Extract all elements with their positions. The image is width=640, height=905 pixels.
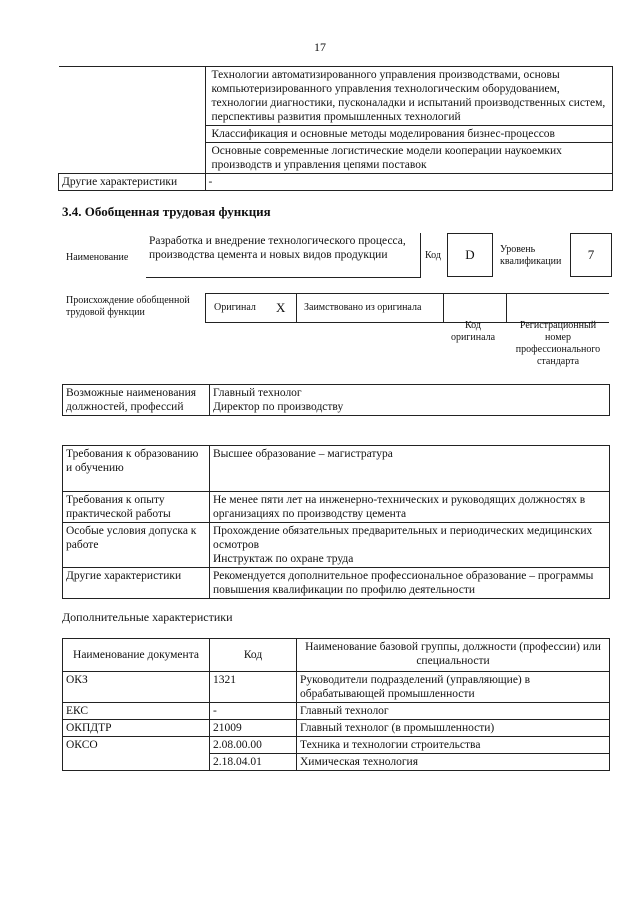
req-label: Особые условия допуска к работе [63, 523, 210, 568]
req-value: Не менее пяти лет на инженерно-технических и руководящих должностях в организациях по производству цемента [210, 492, 610, 523]
code-cell: 2.18.04.01 [210, 754, 297, 771]
code-caption: Код оригинала [450, 320, 496, 343]
borrowed-label: Заимствовано из оригинала [304, 302, 422, 313]
name-cell: Главный технолог (в промышленности) [297, 720, 610, 737]
additional-table [62, 638, 610, 771]
knowledge-table [58, 66, 613, 191]
name-cell: Главный технолог [297, 703, 610, 720]
name-value: Разработка и внедрение технологического процесса, производства цемента и новых видов продукции [146, 233, 421, 278]
positions-label: Возможные наименования должностей, профессий [63, 385, 210, 416]
code-cell: 21009 [210, 720, 297, 737]
header-cell: Наименование базовой группы, должности (профессии) или специальности [297, 639, 610, 672]
section-title: 3.4. Обобщенная трудовая функция [62, 204, 271, 219]
req-line: Инструктаж по охране труда [213, 553, 354, 565]
doc-cell: ЕКС [63, 703, 210, 720]
req-value: Высшее образование – магистратура [210, 446, 610, 492]
req-label: Требования к опыту практической работы [63, 492, 210, 523]
positions-table [62, 384, 610, 416]
req-value: Рекомендуется дополнительное профессиональное образование – программы повышения квалификации по профилю деятельности [210, 568, 610, 599]
divider [506, 294, 507, 322]
origin-box [205, 293, 609, 323]
req-label: Другие характеристики [63, 568, 210, 599]
code-cell: - [210, 703, 297, 720]
requirements-table [62, 445, 610, 599]
doc-cell: ОКПДТР [63, 720, 210, 737]
header-cell: Наименование документа [63, 639, 210, 672]
knowledge-row: Классификация и основные методы моделирования бизнес-процессов [205, 126, 613, 143]
positions-values [210, 385, 610, 416]
empty-cell [59, 67, 206, 174]
knowledge-row: Технологии автоматизированного управления производствами, основы компьютеризированного управления технологическим оборудованием, технологии диагностики, пусконаладки и испытаний производственных систем, перспективы развития промышленных технологий [205, 67, 613, 126]
position-item: Директор по производству [213, 401, 344, 413]
divider [443, 294, 444, 322]
name-cell: Техника и технологии строительства [297, 737, 610, 754]
level-label: Уровень квалификации [500, 244, 562, 267]
name-cell: Руководители подразделений (управляющие) в обрабатывающей промышленности [297, 672, 610, 703]
page-number: 17 [314, 40, 326, 54]
doc-cell: ОКЗ [63, 672, 210, 703]
code-cell: 2.08.00.00 [210, 737, 297, 754]
divider [296, 294, 297, 322]
knowledge-row: Основные современные логистические модели кооперации наукоемких производств и управления цепями поставок [205, 143, 613, 174]
level-value: 7 [570, 233, 612, 277]
position-item: Главный технолог [213, 387, 302, 399]
req-line: Прохождение обязательных предварительных и периодических медицинских осмотров [213, 525, 593, 551]
name-cell: Химическая технология [297, 754, 610, 771]
additional-title: Дополнительные характеристики [62, 610, 233, 624]
name-label: Наименование [66, 252, 129, 263]
code-value: D [447, 233, 493, 277]
doc-cell: ОКСО [63, 737, 210, 771]
origin-label: Происхождение обобщенной трудовой функции [66, 295, 190, 318]
other-value: - [205, 174, 613, 191]
reg-caption: Регистрационный номер профессионального стандарта [515, 320, 601, 367]
original-label: Оригинал [214, 302, 256, 313]
req-label: Требования к образованию и обучению [63, 446, 210, 492]
code-cell: 1321 [210, 672, 297, 703]
req-value [210, 523, 610, 568]
header-cell: Код [210, 639, 297, 672]
code-label: Код [425, 250, 441, 261]
other-label: Другие характеристики [59, 174, 206, 191]
original-mark: X [276, 300, 286, 315]
